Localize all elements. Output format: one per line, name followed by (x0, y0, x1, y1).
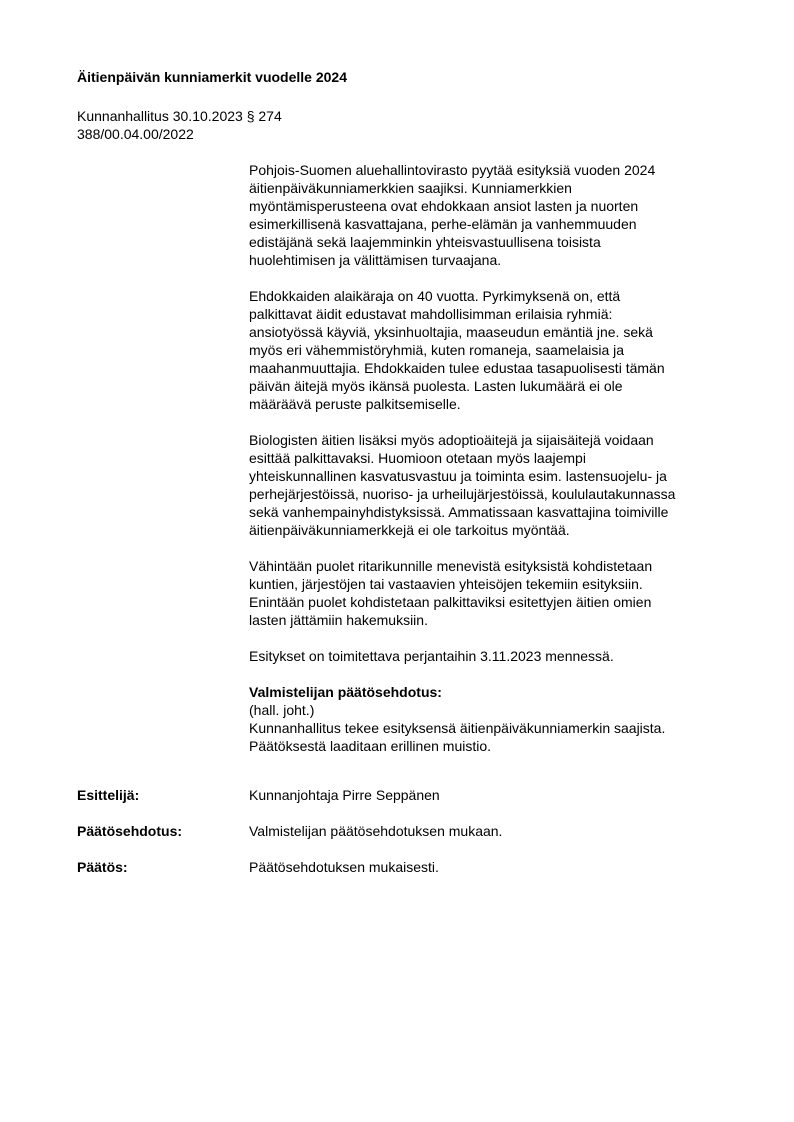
field-label: Päätösehdotus: (77, 823, 183, 839)
paragraph-line: yhteiskunnallinen kasvatusvastuu ja toiminta esim. lastensuojelu- ja (249, 468, 667, 484)
document-meta (77, 107, 477, 143)
paragraph (249, 161, 729, 269)
paragraph-line: Esitykset on toimitettava perjantaihin 3.11.2023 mennessä. (249, 648, 614, 664)
paragraph-line: edistäjänä sekä laajemminkin yhteisvastuullisena toisista (249, 234, 601, 250)
document-title: Äitienpäivän kunniamerkit vuodelle 2024 (77, 69, 347, 85)
paragraph (249, 557, 729, 629)
field-proposal (77, 822, 737, 840)
paragraph (249, 647, 729, 665)
field-label: Esittelijä: (77, 787, 140, 803)
field-value: Valmistelijan päätösehdotuksen mukaan. (249, 823, 503, 839)
paragraph-line: esimerkillisenä kasvattajana, perhe-elämän ja vanhemmuuden (249, 216, 637, 232)
paragraph-line: ansiotyössä käyviä, yksinhuoltajia, maaseudun emäntiä jne. sekä (249, 324, 653, 340)
paragraph-line: esittää palkittavaksi. Huomioon otetaan myös laajempi (249, 450, 586, 466)
paragraph-line: maahanmuuttajia. Ehdokkaiden tulee edustaa tasapuolisesti tämän (249, 360, 665, 376)
paragraph-line: kuntien, järjestöjen tai vastaavien yhteisöjen tekemiin esityksiin. (249, 576, 643, 592)
paragraph-line: huolehtimisen ja välittämisen turvaajana. (249, 252, 502, 268)
meta-line: 388/00.04.00/2022 (77, 126, 194, 142)
proposal-line: Kunnanhallitus tekee esityksensä äitienpäiväkunniamerkin saajista. (249, 720, 666, 736)
paragraph-line: sekä vanhempainyhdistyksissä. Ammatissaan kasvattajina toimiville (249, 504, 669, 520)
paragraph-line: myös eri vähemmistöryhmiä, kuten romaneja, saamelaisia ja (249, 342, 625, 358)
paragraph-line: Pohjois-Suomen aluehallintovirasto pyytää esityksiä vuoden 2024 (249, 162, 656, 178)
paragraph-line: Enintään puolet kohdistetaan palkittaviksi esitettyjen äitien omien (249, 594, 652, 610)
paragraph (249, 287, 729, 413)
paragraph-line: äitienpäiväkunniamerkkejä ei ole tarkoitus myöntää. (249, 522, 570, 538)
paragraph (249, 431, 729, 539)
paragraph-line: äitienpäiväkunniamerkkien saajiksi. Kunniamerkkien (249, 180, 572, 196)
document-body (249, 161, 729, 773)
paragraph-line: päivän äitejä myös ikänsä puolesta. Lasten lukumäärä ei ole (249, 378, 623, 394)
paragraph-line: Vähintään puolet ritarikunnille menevistä esityksistä kohdistetaan (249, 558, 653, 574)
proposal-heading: Valmistelijan päätösehdotus: (249, 684, 442, 700)
proposal-line: (hall. joht.) (249, 702, 315, 718)
field-presenter (77, 786, 737, 804)
paragraph-line: Biologisten äitien lisäksi myös adoptioäitejä ja sijaisäitejä voidaan (249, 432, 654, 448)
paragraph-line: määräävä peruste palkitsemiselle. (249, 396, 461, 412)
paragraph-line: lasten jättämiin hakemuksiin. (249, 612, 428, 628)
proposal-line: Päätöksestä laaditaan erillinen muistio. (249, 738, 492, 754)
proposal-section (249, 683, 729, 755)
field-label: Päätös: (77, 859, 128, 875)
paragraph-line: myöntämisperusteena ovat ehdokkaan ansiot lasten ja nuorten (249, 198, 639, 214)
meta-line: Kunnanhallitus 30.10.2023 § 274 (77, 108, 282, 124)
paragraph-line: Ehdokkaiden alaikäraja on 40 vuotta. Pyrkimyksenä on, että (249, 288, 621, 304)
field-decision (77, 858, 737, 876)
paragraph-line: perhejärjestöissä, nuoriso- ja urheilujärjestöissä, koululautakunnassa (249, 486, 676, 502)
paragraph-line: palkittavat äidit edustavat mahdollisimman erilaisia ryhmiä: (249, 306, 613, 322)
field-value: Päätösehdotuksen mukaisesti. (249, 859, 439, 875)
field-value: Kunnanjohtaja Pirre Seppänen (249, 787, 440, 803)
